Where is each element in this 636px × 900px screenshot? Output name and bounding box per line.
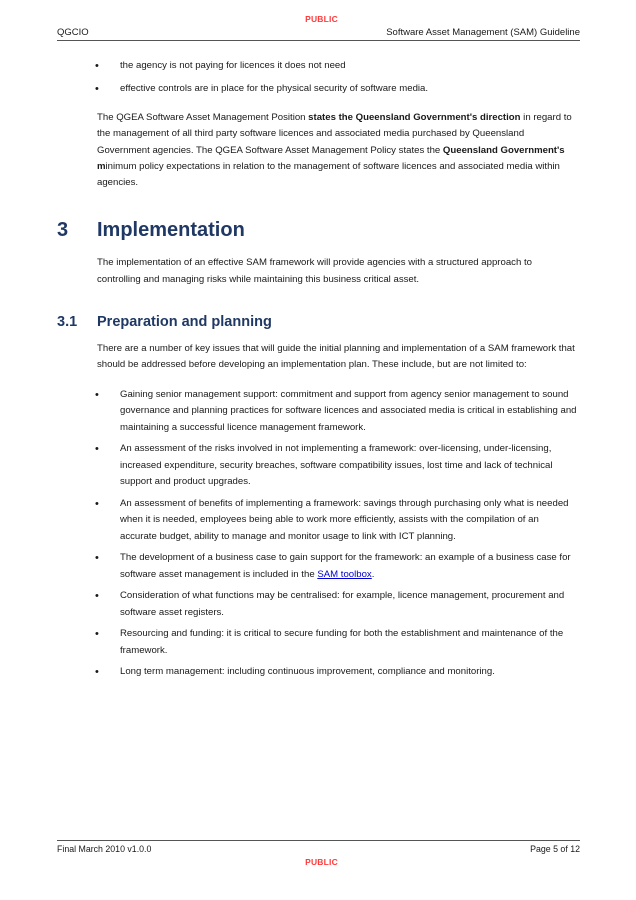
- bullet-icon: •: [95, 628, 99, 641]
- intro-text-part1: The QGEA Software Asset Management Position: [97, 112, 309, 123]
- page-content: [0, 58, 636, 686]
- intro-paragraph: [97, 110, 575, 191]
- list-item: [95, 664, 577, 681]
- header-classification-label: PUBLIC: [305, 14, 338, 24]
- list-item-text: the agency is not paying for licences it does not need: [120, 60, 346, 71]
- list-item-text: An assessment of benefits of implementing a framework: savings through purchasing only what is needed when it is needed, employees being able to work more efficiently, assists with the compilation of an accurate budget, ability to manage and monitor usage to link with ICT planning.: [120, 497, 569, 542]
- list-item: [95, 387, 577, 437]
- footer-page-number: Page 5 of 12: [530, 844, 580, 854]
- list-item: [95, 626, 577, 659]
- bullet-icon: •: [95, 443, 99, 456]
- heading-3-title: Implementation: [97, 219, 245, 242]
- bullet-icon: •: [95, 60, 99, 72]
- list-item: [95, 441, 577, 491]
- list-item-text: Long term management: including continuous improvement, compliance and monitoring.: [120, 666, 495, 678]
- intro-text-part3: inimum policy expectations in relation to the management of software licences and associated media within agencies.: [97, 160, 560, 189]
- section-3-1-paragraph: There are a number of key issues that will guide the initial planning and implementation of a SAM framework that should be addressed before developing an implementation plan. These include, but are not limited to:: [97, 343, 575, 371]
- list-item: [95, 496, 577, 546]
- heading-3-number: 3: [57, 219, 69, 242]
- top-bullet-list: [95, 58, 565, 97]
- heading-section-3: [57, 219, 636, 242]
- heading-3-1-number: 3.1: [57, 314, 78, 331]
- header-rule-row: [57, 27, 580, 41]
- list-item-text: Consideration of what functions may be centralised: for example, licence management, procurement and software asset registers.: [120, 590, 565, 618]
- intro-bold-1: states the Queensland Government's direction: [308, 112, 521, 123]
- bullet-icon: •: [95, 388, 99, 401]
- bullet-icon: •: [95, 82, 99, 95]
- header-document-title: Software Asset Management (SAM) Guideline: [386, 27, 580, 38]
- bullet-icon: •: [95, 552, 99, 565]
- list-item: [95, 58, 565, 75]
- footer-version: Final March 2010 v1.0.0: [57, 844, 152, 854]
- page-header: [57, 14, 580, 41]
- intro-bold-2: Queensland Government's m: [97, 144, 565, 172]
- bullet-icon: •: [95, 590, 99, 603]
- footer-divider: [57, 840, 580, 841]
- sam-toolbox-link[interactable]: SAM toolbox: [317, 568, 372, 580]
- list-item: [95, 81, 565, 98]
- header-organisation: QGCIO: [57, 27, 89, 38]
- page-footer: [57, 840, 580, 867]
- list-item-text-after-link: .: [371, 568, 375, 580]
- intro-text-part2: in regard to the management of all third party software licences and associated media purchased by Queensland Government agencies. The QGEA Software Asset Management Policy states the: [97, 112, 572, 156]
- list-item-text: An assessment of the risks involved in not implementing a framework: over-licensing, under-licensing, increased expenditure, security breaches, software compatibility issues, lost time and lack of technical support and product upgrades.: [120, 443, 553, 488]
- footer-row: [57, 844, 580, 854]
- preparation-bullet-list: [95, 387, 577, 681]
- footer-classification-label: PUBLIC: [305, 857, 338, 867]
- section-3-paragraph: The implementation of an effective SAM framework will provide agencies with a structured approach to controlling and managing risks while maintaining this business critical asset.: [97, 257, 532, 285]
- list-item-text-before-link: The development of a business case to gain support for the framework: an example of a business case for software asset management is included in the: [120, 552, 571, 580]
- list-item-text: Resourcing and funding: it is critical to secure funding for both the establishment and maintenance of the framework.: [120, 628, 564, 656]
- list-item-text: [120, 550, 577, 583]
- bullet-icon: •: [95, 497, 99, 510]
- list-item-text: effective controls are in place for the physical security of software media.: [120, 82, 429, 94]
- bullet-icon: •: [95, 666, 99, 679]
- list-item-text: Gaining senior management support: commitment and support from agency senior management to sound governance and planning practices for software licences and associated media is critical in establishing and maintaining a successful licence management framework.: [120, 388, 577, 433]
- heading-3-1-title: Preparation and planning: [97, 314, 272, 331]
- list-item: [95, 588, 577, 621]
- heading-section-3-1: [57, 314, 636, 330]
- list-item-with-link: [95, 550, 577, 583]
